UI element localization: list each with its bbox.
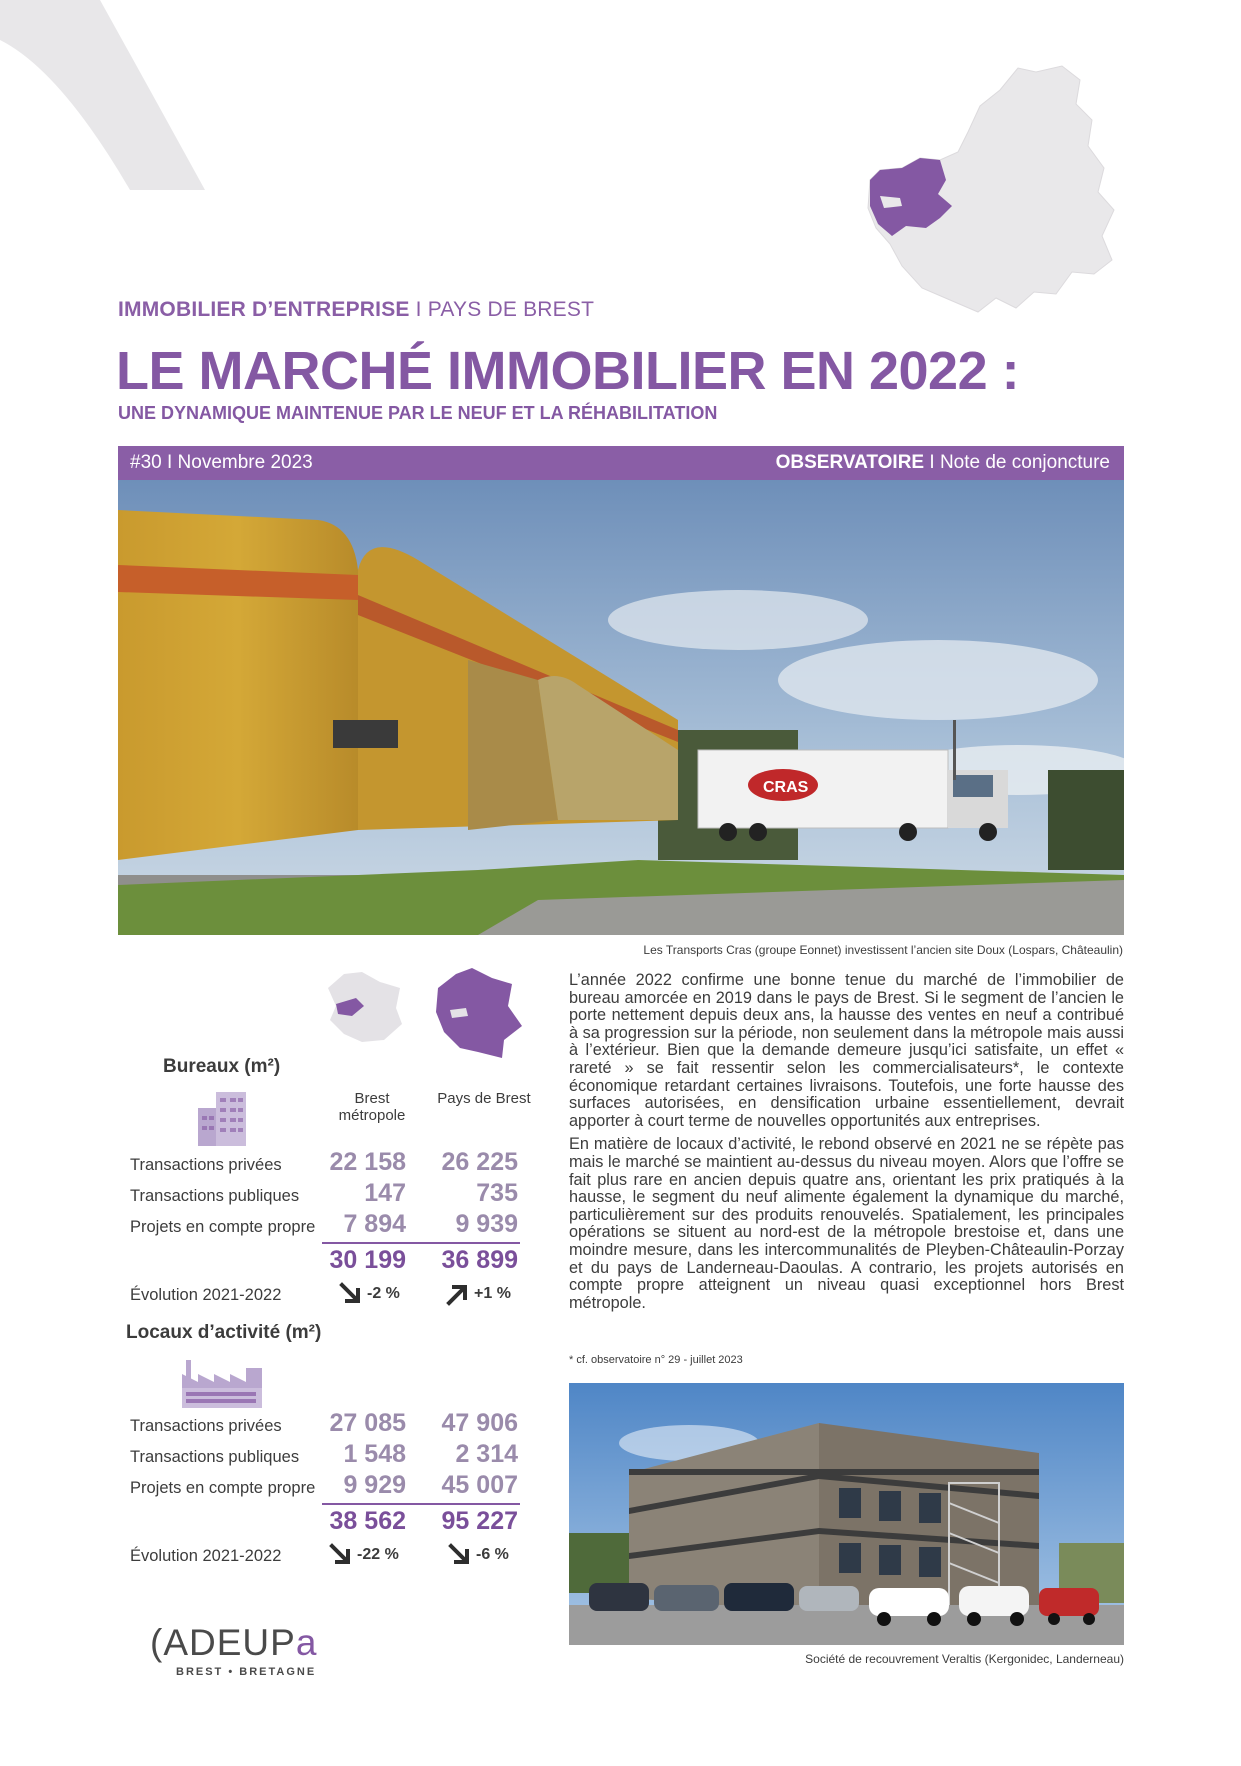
body-text bbox=[569, 972, 1124, 1318]
locaux-evolution-brest: -22 % bbox=[329, 1543, 399, 1567]
total-rule bbox=[322, 1242, 520, 1244]
locaux-value: 9 929 bbox=[343, 1471, 406, 1499]
logo-wordmark: (ADEUPa bbox=[150, 1622, 318, 1663]
footnote: * cf. observatoire n° 29 - juillet 2023 bbox=[569, 1354, 743, 1366]
bureaux-evolution-brest: -2 % bbox=[339, 1282, 400, 1306]
factory-icon bbox=[180, 1358, 262, 1408]
bureaux-row-label: Projets en compte propre bbox=[130, 1218, 316, 1236]
total-rule bbox=[322, 1503, 520, 1505]
locaux-evolution-pays: -6 % bbox=[448, 1543, 509, 1567]
arrow-up-right-icon bbox=[446, 1282, 470, 1306]
column-header-pays-de-brest: Pays de Brest bbox=[437, 1090, 531, 1107]
arrow-down-right-icon bbox=[339, 1282, 363, 1306]
photo-caption-1: Les Transports Cras (groupe Eonnet) investissent l’ancien site Doux (Lospars, Châteaulin) bbox=[643, 943, 1123, 957]
locaux-total: 38 562 bbox=[329, 1507, 406, 1535]
bureaux-value: 26 225 bbox=[441, 1148, 518, 1176]
office-building-icon bbox=[196, 1088, 248, 1146]
page-title: LE MARCHÉ IMMOBILIER EN 2022 : bbox=[116, 341, 1020, 401]
arrow-down-right-icon bbox=[448, 1543, 472, 1567]
office-photo bbox=[569, 1383, 1124, 1645]
warehouse-photo bbox=[118, 480, 1124, 935]
logo-tagline: BREST • BRETAGNE bbox=[176, 1666, 317, 1678]
locaux-value: 47 906 bbox=[441, 1409, 518, 1437]
bureaux-value: 9 939 bbox=[455, 1210, 518, 1238]
bureaux-evolution-label: Évolution 2021-2022 bbox=[130, 1286, 282, 1304]
bureaux-row-label: Transactions privées bbox=[130, 1156, 282, 1174]
brest-metropole-map bbox=[322, 968, 406, 1046]
locaux-value: 1 548 bbox=[343, 1440, 406, 1468]
bureaux-row-label: Transactions publiques bbox=[130, 1187, 300, 1205]
locaux-row-label: Transactions publiques bbox=[130, 1448, 300, 1466]
bureaux-value: 147 bbox=[364, 1179, 406, 1207]
locaux-title: Locaux d’activité (m²) bbox=[126, 1322, 322, 1343]
brittany-map bbox=[840, 60, 1130, 320]
paragraph-bureaux: L’année 2022 confirme une bonne tenue du marché de l’immobilier de bureau amorcée en 2019 dans le pays de Brest. Si le segment de l’ancien le porte nettement depuis deux ans, la hausse des ventes en neuf a contribué à sa progression sur la période, non seulement dans la métropole mais aussi à l’extérieur. Bien que la demande demeure jusqu’ici satisfaite, un effet « rareté » se fait ressentir selon les commercialisateurs*, le contexte économique retardant certaines livraisons. Toutefois, une forte hausse des surfaces autorisées, en densification urbaine essentiellement, devrait apporter à court terme de nouvelles opportunités aux entreprises. bbox=[569, 971, 1124, 1130]
adeupa-logo bbox=[132, 1622, 332, 1678]
bureaux-total: 36 899 bbox=[441, 1246, 518, 1274]
kicker: IMMOBILIER D’ENTREPRISE I PAYS DE BREST bbox=[118, 298, 595, 321]
locaux-value: 2 314 bbox=[455, 1440, 518, 1468]
bureaux-evolution-pays: +1 % bbox=[446, 1282, 511, 1306]
pays-de-brest-map bbox=[432, 966, 526, 1062]
locaux-value: 27 085 bbox=[329, 1409, 406, 1437]
column-header-brest-metropole: Brest métropole bbox=[338, 1090, 406, 1124]
page-subtitle: UNE DYNAMIQUE MAINTENUE PAR LE NEUF ET LA RÉHABILITATION bbox=[118, 403, 718, 423]
issue-band bbox=[118, 446, 1124, 480]
bureaux-value: 22 158 bbox=[329, 1148, 406, 1176]
paragraph-locaux: En matière de locaux d’activité, le rebond observé en 2021 ne se répète pas mais le marché se maintient au-dessus du niveau moyen. Alors que l’offre se fait plus rare en ancien depuis quatre ans, orientant les prix pratiqués à la hausse, le segment du neuf alimente également la dynamique du marché, particulièrement sur des produits renouvelés. Spatialement, les principales opérations se situent au nord-est de la métropole brestoise et, dans une moindre mesure, dans les intercommunalités de Pleyben-Châteaulin-Porzay et du pays de Landerneau-Daoulas. A contrario, les projets autorisés en compte propre atteignent un niveau quasi exceptionnel hors Brest métropole. bbox=[569, 1135, 1124, 1312]
locaux-evolution-label: Évolution 2021-2022 bbox=[130, 1547, 282, 1565]
locaux-value: 45 007 bbox=[441, 1471, 518, 1499]
issue-number: #30 I Novembre 2023 bbox=[130, 452, 313, 473]
locaux-row-label: Projets en compte propre bbox=[130, 1479, 316, 1497]
decorative-swoosh bbox=[0, 0, 210, 195]
series-label: OBSERVATOIRE I Note de conjoncture bbox=[775, 452, 1110, 473]
arrow-down-right-icon bbox=[329, 1543, 353, 1567]
truck-logo: CRAS bbox=[763, 779, 809, 796]
photo-caption-2: Société de recouvrement Veraltis (Kergonidec, Landerneau) bbox=[805, 1652, 1124, 1666]
bureaux-total: 30 199 bbox=[329, 1246, 406, 1274]
bureaux-value: 735 bbox=[476, 1179, 518, 1207]
locaux-row-label: Transactions privées bbox=[130, 1417, 282, 1435]
bureaux-value: 7 894 bbox=[343, 1210, 406, 1238]
locaux-total: 95 227 bbox=[441, 1507, 518, 1535]
bureaux-title: Bureaux (m²) bbox=[163, 1056, 281, 1077]
